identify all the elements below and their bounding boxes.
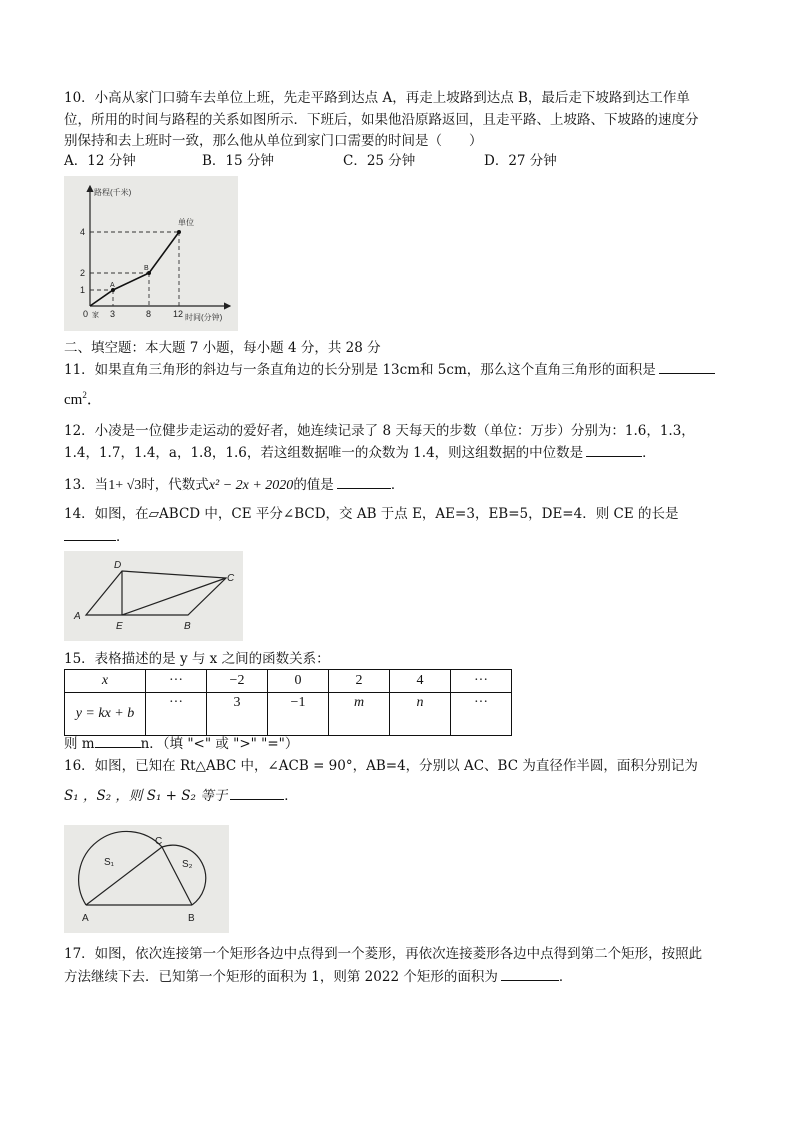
q10-line-1: 10．小高从家门口骑车去单位上班，先走平路到达点 A，再走上坡路到达点 B，最后走下坡路到达工作单 xyxy=(64,90,690,106)
semicircle-ac xyxy=(79,831,162,905)
xtick-12: 12 xyxy=(173,309,184,319)
graph-path xyxy=(90,232,179,306)
q14-parallelogram-figure xyxy=(64,551,243,641)
svg-text:A: A xyxy=(74,611,81,622)
svg-text:B: B xyxy=(188,913,195,924)
q11-line-1: 11．如果直角三角形的斜边与一条直角边的长分别是 13cm和 5cm，那么这个直角三角形的面积是 xyxy=(64,359,715,380)
svg-text:C: C xyxy=(155,836,163,847)
segment-ce xyxy=(122,578,226,615)
end-label: 单位 xyxy=(178,218,194,227)
q12-line-2: 1.4，1.7，1.4，a，1.8，1.6，若这组数据唯一的众数为 1.4，则这组数据的中位数是 ． xyxy=(64,442,656,463)
svg-text:A: A xyxy=(82,913,89,924)
svg-text:C: C xyxy=(227,573,235,584)
xtick-0: 0 xyxy=(83,309,89,319)
q17-line-1: 17．如图，依次连接第一个矩形各边中点得到一个菱形，再依次连接菱形各边中点得到第二个矩形，按照此 xyxy=(64,946,703,962)
q10-option-d: D．27 分钟 xyxy=(484,153,557,169)
q11-unit: $cm^2$． xyxy=(64,390,102,408)
q15-function-table: x ··· −2 0 2 4 ··· y = kx + b ··· 3 −1 m n ··· xyxy=(64,669,512,736)
q12-line-1: 12．小凌是一位健步走运动的爱好者，她连续记录了 8 天每天的步数（单位：万步）分别为：1.6，1.3， xyxy=(64,423,695,439)
q14-line-1: 14．如图，在▱ABCD 中，CE 平分∠BCD，交 AB 于点 E，AE=3，EB=5，DE=4．则 CE 的长是 xyxy=(64,506,679,522)
q13-line: 13．当1+ √3时，代数式x² − 2x + 2020的值是 ． xyxy=(64,474,404,496)
segment-bc xyxy=(162,847,192,905)
semicircle-bc xyxy=(162,845,206,905)
graph-ylabel: 路程(千米) xyxy=(94,188,132,197)
q10-line-2: 位，所用的时间与路程的关系如图所示．下班后，如果他沿原路返回，且走平路、上坡路、下坡路的速度分 xyxy=(64,112,699,128)
svg-text:S₁: S₁ xyxy=(104,857,115,868)
table-row-function: y = kx + b xyxy=(65,693,146,736)
xtick-8: 8 xyxy=(146,309,152,319)
origin-label: 家 xyxy=(92,312,99,319)
q10-line-3: 别保持和去上班时一致，那么他从单位到家门口需要的时间是（ ） xyxy=(64,133,483,149)
q10-option-b: B．15 分钟 xyxy=(202,153,274,169)
svg-text:E: E xyxy=(116,621,123,632)
segment-ac xyxy=(86,847,162,905)
q10-option-c: C．25 分钟 xyxy=(343,153,416,169)
q16-semicircle-figure xyxy=(64,825,229,933)
svg-text:S₂: S₂ xyxy=(182,859,193,870)
q17-line-2: 方法继续下去．已知第一个矩形的面积为 1，则第 2022 个矩形的面积为 ． xyxy=(64,966,572,987)
graph-xlabel: 时间(分钟) xyxy=(185,313,223,322)
parallelogram-abcd xyxy=(86,571,226,615)
table-header-x: x xyxy=(65,670,146,693)
xtick-3: 3 xyxy=(110,309,116,319)
svg-text:B: B xyxy=(184,621,191,632)
q16-line-2: S₁ ，S₂ ，则 S₁ + S₂ 等于 ． xyxy=(64,785,298,806)
ytick-1: 1 xyxy=(80,285,86,295)
q15-answer: 则 m n．（填 "<" 或 ">" "="） xyxy=(64,733,298,754)
ytick-4: 4 xyxy=(80,227,86,237)
q14-line-2: ． xyxy=(64,526,130,547)
q15-intro: 15．表格描述的是 y 与 x 之间的函数关系： xyxy=(64,651,330,667)
q16-line-1: 16．如图，已知在 Rt△ABC 中，∠ACB = 90°，AB=4，分别以 AC、BC 为直径作半圆，面积分别记为 xyxy=(64,758,698,774)
q10-distance-time-graph xyxy=(64,176,238,331)
section-2-heading: 二、填空题：本大题 7 小题，每小题 4 分，共 28 分 xyxy=(64,340,381,356)
q10-option-a: A．12 分钟 xyxy=(64,153,136,169)
point-b-label: B xyxy=(144,265,149,272)
point-a-label: A xyxy=(110,282,115,289)
ytick-2: 2 xyxy=(80,268,86,278)
svg-text:D: D xyxy=(114,560,122,571)
